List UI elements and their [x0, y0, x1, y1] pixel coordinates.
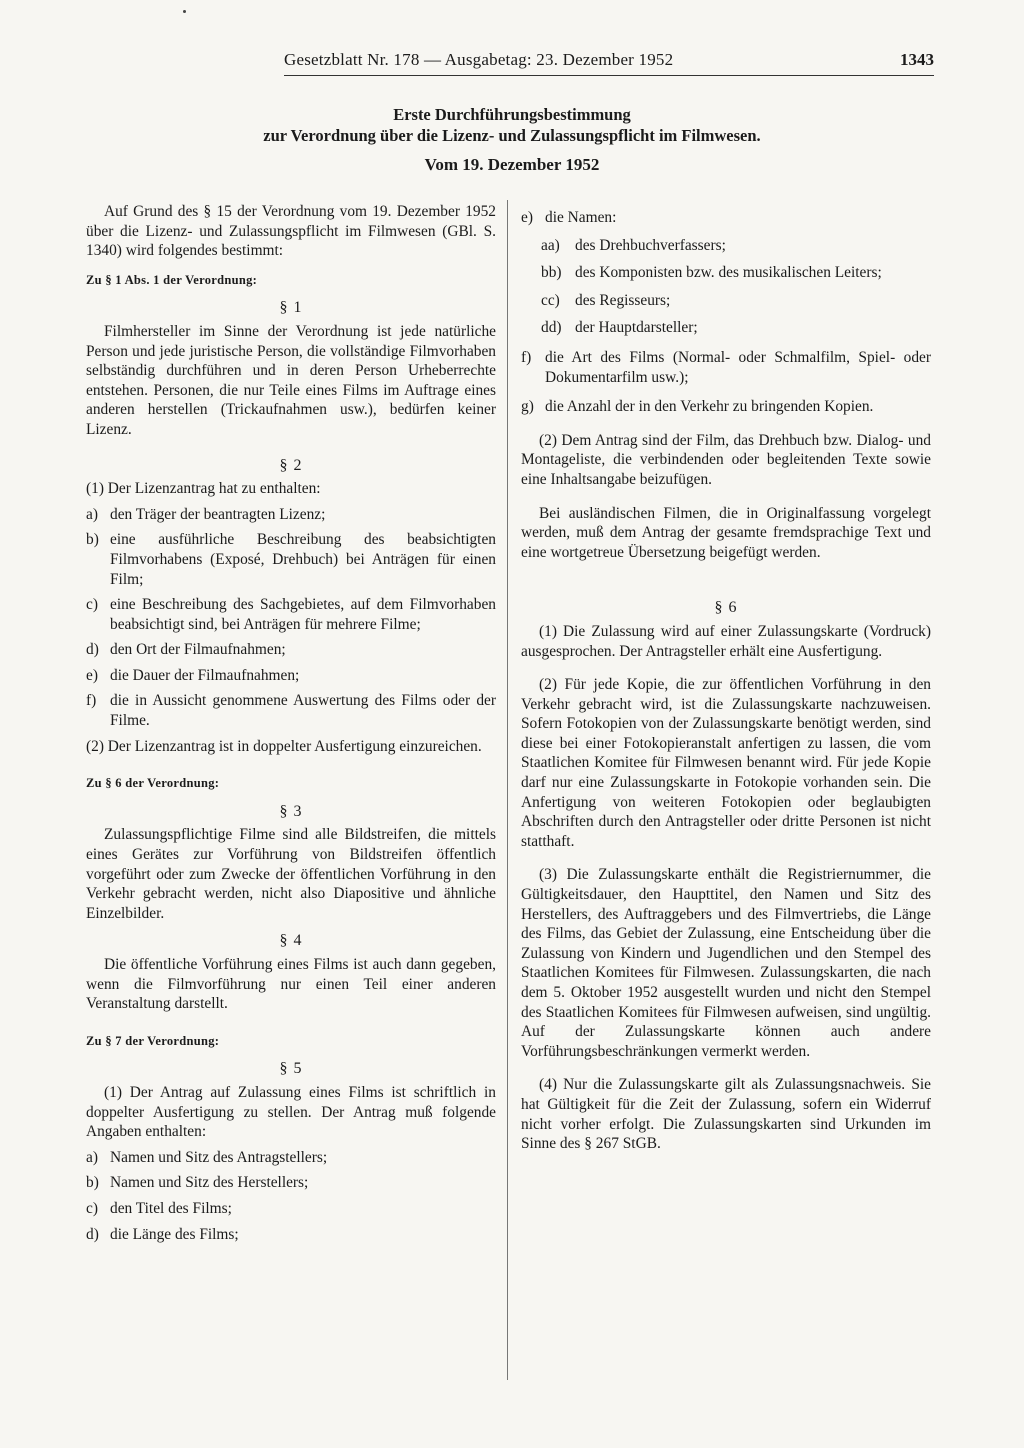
section-4-text: Die öffentliche Vorführung eines Films ist auch dann gegeben, wenn die Filmvorführung nur einen Teil einer anderen Veranstaltung darstellt.: [86, 956, 496, 1013]
title-line-2: zur Verordnung über die Lizenz- und Zulassungspflicht im Filmwesen.: [263, 126, 761, 145]
section-heading: § 4: [279, 932, 303, 950]
item-label: aa): [541, 236, 560, 254]
list-item: [86, 530, 496, 589]
item-label: c): [86, 1199, 98, 1217]
sub-list-item: [521, 291, 931, 311]
item-label: d): [86, 1225, 99, 1243]
list-item: [86, 1199, 496, 1219]
item-text: die Länge des Films;: [110, 1225, 239, 1243]
item-text: des Regisseurs;: [575, 291, 671, 309]
item-text: des Drehbuchverfassers;: [575, 236, 726, 254]
section-5-paragraph-3: Bei ausländischen Filmen, die in Originalfassung vorgelegt werden, muß dem Antrag der gesamte fremdsprachige Text und eine wortgetreue Übersetzung beigefügt werden.: [521, 504, 931, 561]
section-heading: § 2: [279, 456, 303, 474]
item-label: f): [521, 348, 532, 366]
item-label: b): [86, 531, 99, 549]
item-label: a): [86, 505, 98, 523]
item-label: e): [521, 209, 533, 226]
item-label: bb): [541, 264, 562, 282]
item-label: f): [86, 692, 97, 710]
item-label: c): [86, 596, 98, 614]
item-label: e): [86, 666, 98, 684]
section-heading: § 5: [279, 1060, 303, 1078]
preamble: Auf Grund des § 15 der Verordnung vom 19. Dezember 1952 über die Lizenz- und Zulassungspflicht im Filmwesen (GBl. S. 1340) wird folgendes bestimmt:: [86, 203, 496, 260]
item-label: g): [521, 398, 534, 416]
item-text: die Art des Films (Normal- oder Schmalfilm, Spiel- oder Dokumentarfilm usw.);: [545, 348, 931, 386]
reference-heading: Zu § 6 der Verordnung:: [86, 776, 220, 791]
item-text: des Komponisten bzw. des musikalischen Leiters;: [575, 264, 882, 282]
item-text: den Titel des Films;: [110, 1199, 232, 1217]
item-label: a): [86, 1148, 98, 1166]
sub-list-item: [521, 236, 931, 256]
section-heading: § 3: [279, 802, 303, 820]
item-text: die in Aussicht genommene Auswertung des Films oder der Filme.: [110, 692, 496, 730]
section-6-paragraph-3: (3) Die Zulassungskarte enthält die Registriernummer, die Gültigkeitsdauer, den Haupttitel, den Namen und Sitz des Herstellers, des Auftraggebers und des Filmvertriebs, die Länge des Films, das Gebiet der Zulassung, eine Entscheidung über die Zulassung von Kindern und Jugendlichen und den Stempel des Staatlichen Komitees für Filmwesen. Zulassungskarten, die nach dem 5. Oktober 1952 ausgestellt wurden und nicht den Stempel des Staatlichen Komitees für Filmwesen aufweisen, sind ungültig. Auf der Zulassungskarte können auch andere Vorführungsbeschränkungen vermerkt werden.: [521, 866, 931, 1060]
title-date: Vom 19. Dezember 1952: [424, 155, 600, 174]
gazette-title: Gesetzblatt Nr. 178 — Ausgabetag: 23. Dezember 1952: [284, 50, 674, 69]
list-item: [86, 595, 496, 634]
right-column: [521, 202, 931, 1154]
item-text: eine Beschreibung des Sachgebietes, auf dem Filmvorhaben beabsichtigt sind, bei Anträgen für mehrere Filme;: [110, 596, 496, 633]
section-6-paragraph-2: (2) Für jede Kopie, die zur öffentlichen Vorführung in den Verkehr gebracht wird, ist die Zulassungskarte nachzuweisen. Sofern Fotokopien von der Zulassungskarte benötigt werden, sind diese bei einer Fotokopieranstalt anfertigen zu lassen, die vom Staatlichen Komitee für Filmwesen benannt wird. Für jede Kopie darf nur eine Zulassungskarte in Fotokopie vorhanden sein. Die Anfertigung von weiteren Fotokopien oder beglaubigten Abschriften durch den Antragsteller oder dritte Personen ist nicht statthaft.: [521, 676, 931, 850]
page-number: 1343: [900, 50, 934, 69]
column-divider: [507, 200, 508, 1380]
list-item: [86, 640, 496, 660]
item-label: cc): [541, 291, 560, 309]
section-6-paragraph-4: (4) Nur die Zulassungskarte gilt als Zulassungsnachweis. Sie hat Gültigkeit für die Zeit der Zulassung, sofern ein Widerruf nicht vorher erfolgt. Die Zulassungskarten sind Urkunden im Sinne des § 267 StGB.: [521, 1076, 931, 1153]
list-item: [86, 1148, 496, 1168]
item-text: die Anzahl der in den Verkehr zu bringenden Kopien.: [545, 398, 874, 416]
list-item: [521, 397, 931, 417]
item-text: der Hauptdarsteller;: [575, 319, 698, 337]
item-text: den Träger der beantragten Lizenz;: [110, 505, 326, 523]
item-label: d): [86, 641, 99, 659]
item-label: dd): [541, 319, 562, 337]
list-item: [521, 208, 931, 228]
section-1-text: Filmhersteller im Sinne der Verordnung ist jede natürliche Person und jede juristische Person, die vollständige Filmvorhaben selbständig durchführen und in deren Person Urheberrechte entstehen. Personen, die nur Teile eines Films im Auftrage eines anderen herstellen (Trickaufnahmen usw.), bedürfen keiner Lizenz.: [86, 322, 496, 438]
list-item: [521, 348, 931, 387]
section-6-paragraph-1: (1) Die Zulassung wird auf einer Zulassungskarte (Vordruck) ausgesprochen. Der Antragsteller erhält eine Ausfertigung.: [521, 622, 931, 660]
section-heading: § 6: [714, 599, 738, 617]
section-2-paragraph-2: (2) Der Lizenzantrag ist in doppelter Ausfertigung einzureichen.: [86, 737, 482, 755]
list-item: [86, 1173, 496, 1193]
sub-list-item: [521, 263, 931, 283]
list-item: [86, 691, 496, 730]
list-item: [86, 1225, 496, 1245]
reference-heading: Zu § 1 Abs. 1 der Verordnung:: [86, 272, 258, 287]
item-text: eine ausführliche Beschreibung des beabsichtigten Filmvorhabens (Exposé, Drehbuch) bei Anträgen für einen Film;: [110, 531, 496, 588]
item-text: Namen und Sitz des Antragstellers;: [110, 1148, 328, 1166]
list-item: [86, 666, 496, 686]
section-3-text: Zulassungspflichtige Filme sind alle Bildstreifen, die mittels eines Gerätes zur Vorführung von Bildstreifen öffentlich vorgeführt oder zum Zwecke der öffentlichen Vorführung in den Verkehr gebracht werden, nicht also Diapositive und ähnliche Einzelbilder.: [86, 826, 496, 922]
title-line-1: Erste Durchführungsbestimmung: [393, 105, 631, 124]
section-2-intro: (1) Der Lizenzantrag hat zu enthalten:: [86, 480, 321, 498]
item-text: den Ort der Filmaufnahmen;: [110, 641, 286, 659]
left-column: [86, 202, 496, 1244]
item-text: die Dauer der Filmaufnahmen;: [110, 666, 300, 684]
sub-list-item: [521, 318, 931, 338]
list-item: [86, 505, 496, 525]
section-5-intro: (1) Der Antrag auf Zulassung eines Films ist schriftlich in doppelter Ausfertigung zu stellen. Der Antrag muß folgende Angaben enthalten:: [86, 1083, 496, 1141]
item-text: Namen und Sitz des Herstellers;: [110, 1174, 309, 1192]
reference-heading: Zu § 7 der Verordnung:: [86, 1033, 220, 1048]
print-speck: [183, 10, 186, 13]
item-text: die Namen:: [545, 209, 617, 226]
document-title: [0, 104, 1024, 175]
item-label: b): [86, 1174, 99, 1192]
running-header: [284, 50, 934, 76]
section-heading: § 1: [279, 299, 303, 317]
section-5-paragraph-2: (2) Dem Antrag sind der Film, das Drehbuch bzw. Dialog- und Montageliste, die verbindenden oder begleitenden Texte sowie eine Inhaltsangabe beizufügen.: [521, 431, 931, 488]
